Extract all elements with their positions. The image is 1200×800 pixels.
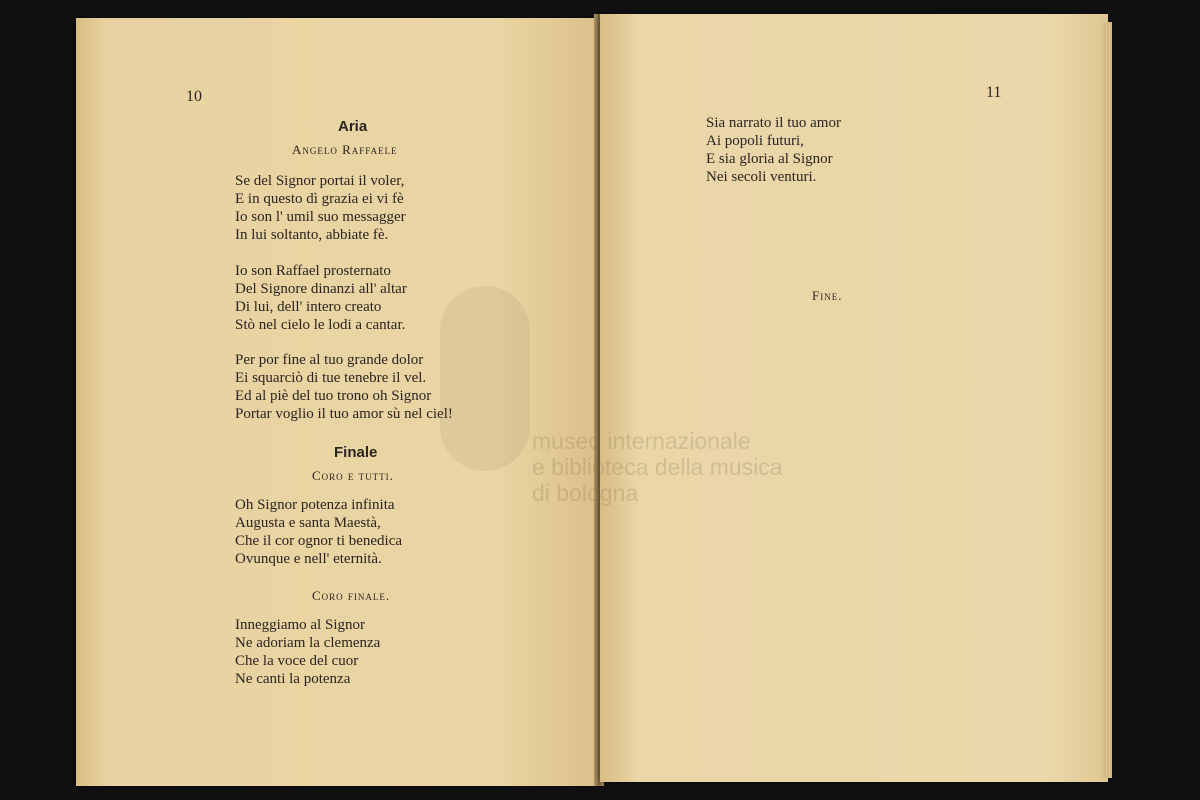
verse-line: Sia narrato il tuo amor bbox=[706, 115, 841, 131]
aria-speaker: Angelo Raffaele bbox=[292, 142, 398, 157]
page-number-left: 10 bbox=[186, 88, 202, 105]
watermark-line-2: e biblioteca della musica bbox=[532, 454, 783, 480]
aria-stanza-2 bbox=[235, 262, 407, 334]
left-page bbox=[76, 18, 598, 786]
verse-line: Io son l' umil suo messagger bbox=[235, 209, 406, 225]
verse-line: Ne canti la potenza bbox=[235, 671, 351, 687]
watermark-line-1: museo internazionale bbox=[532, 428, 751, 454]
verse-line: Nei secoli venturi. bbox=[706, 169, 817, 185]
verse-line: Augusta e santa Maestà, bbox=[235, 515, 381, 531]
verse-line: Che il cor ognor ti benedica bbox=[235, 533, 403, 549]
aria-heading: Aria bbox=[338, 118, 368, 135]
page-edges bbox=[1102, 22, 1112, 778]
verse-line: Portar voglio il tuo amor sù nel ciel! bbox=[235, 406, 453, 422]
verse-line: E in questo dì grazia ei vi fè bbox=[235, 191, 404, 207]
finale-heading: Finale bbox=[334, 444, 378, 461]
coro-finale-stanza bbox=[235, 616, 380, 688]
verse-line: Ed al piè del tuo trono oh Signor bbox=[235, 388, 432, 404]
verse-line: Oh Signor potenza infinita bbox=[235, 497, 395, 513]
verse-line: Inneggiamo al Signor bbox=[235, 617, 365, 633]
verse-line: Del Signore dinanzi all' altar bbox=[235, 281, 407, 297]
verse-line: Ovunque e nell' eternità. bbox=[235, 551, 382, 567]
finale-speaker: Coro e tutti. bbox=[312, 468, 394, 483]
verse-line: E sia gloria al Signor bbox=[706, 151, 833, 167]
verse-line: Che la voce del cuor bbox=[235, 653, 359, 669]
aria-stanza-1 bbox=[235, 172, 406, 244]
verse-line: Ei squarciò di tue tenebre il vel. bbox=[235, 370, 427, 386]
verse-line: Per por fine al tuo grande dolor bbox=[235, 352, 424, 368]
page-number-right: 11 bbox=[986, 84, 1002, 101]
verse-line: Stò nel cielo le lodi a cantar. bbox=[235, 317, 406, 333]
coro-finale-label: Coro finale. bbox=[312, 588, 391, 603]
finale-stanza bbox=[235, 496, 402, 568]
verse-line: Ne adoriam la clemenza bbox=[235, 635, 381, 651]
verse-line: Di lui, dell' intero creato bbox=[235, 299, 382, 315]
verse-line: Io son Raffael prosternato bbox=[235, 263, 391, 279]
verse-line: Ai popoli futuri, bbox=[706, 133, 804, 149]
watermark-line-3: di bologna bbox=[532, 480, 639, 506]
open-booklet bbox=[76, 14, 1116, 786]
right-page bbox=[600, 14, 1108, 782]
end-label: Fine. bbox=[812, 288, 843, 303]
verse-line: Se del Signor portai il voler, bbox=[235, 173, 405, 189]
verse-line: In lui soltanto, abbiate fè. bbox=[235, 227, 389, 243]
closing-stanza bbox=[706, 114, 841, 186]
aria-stanza-3 bbox=[235, 351, 453, 423]
